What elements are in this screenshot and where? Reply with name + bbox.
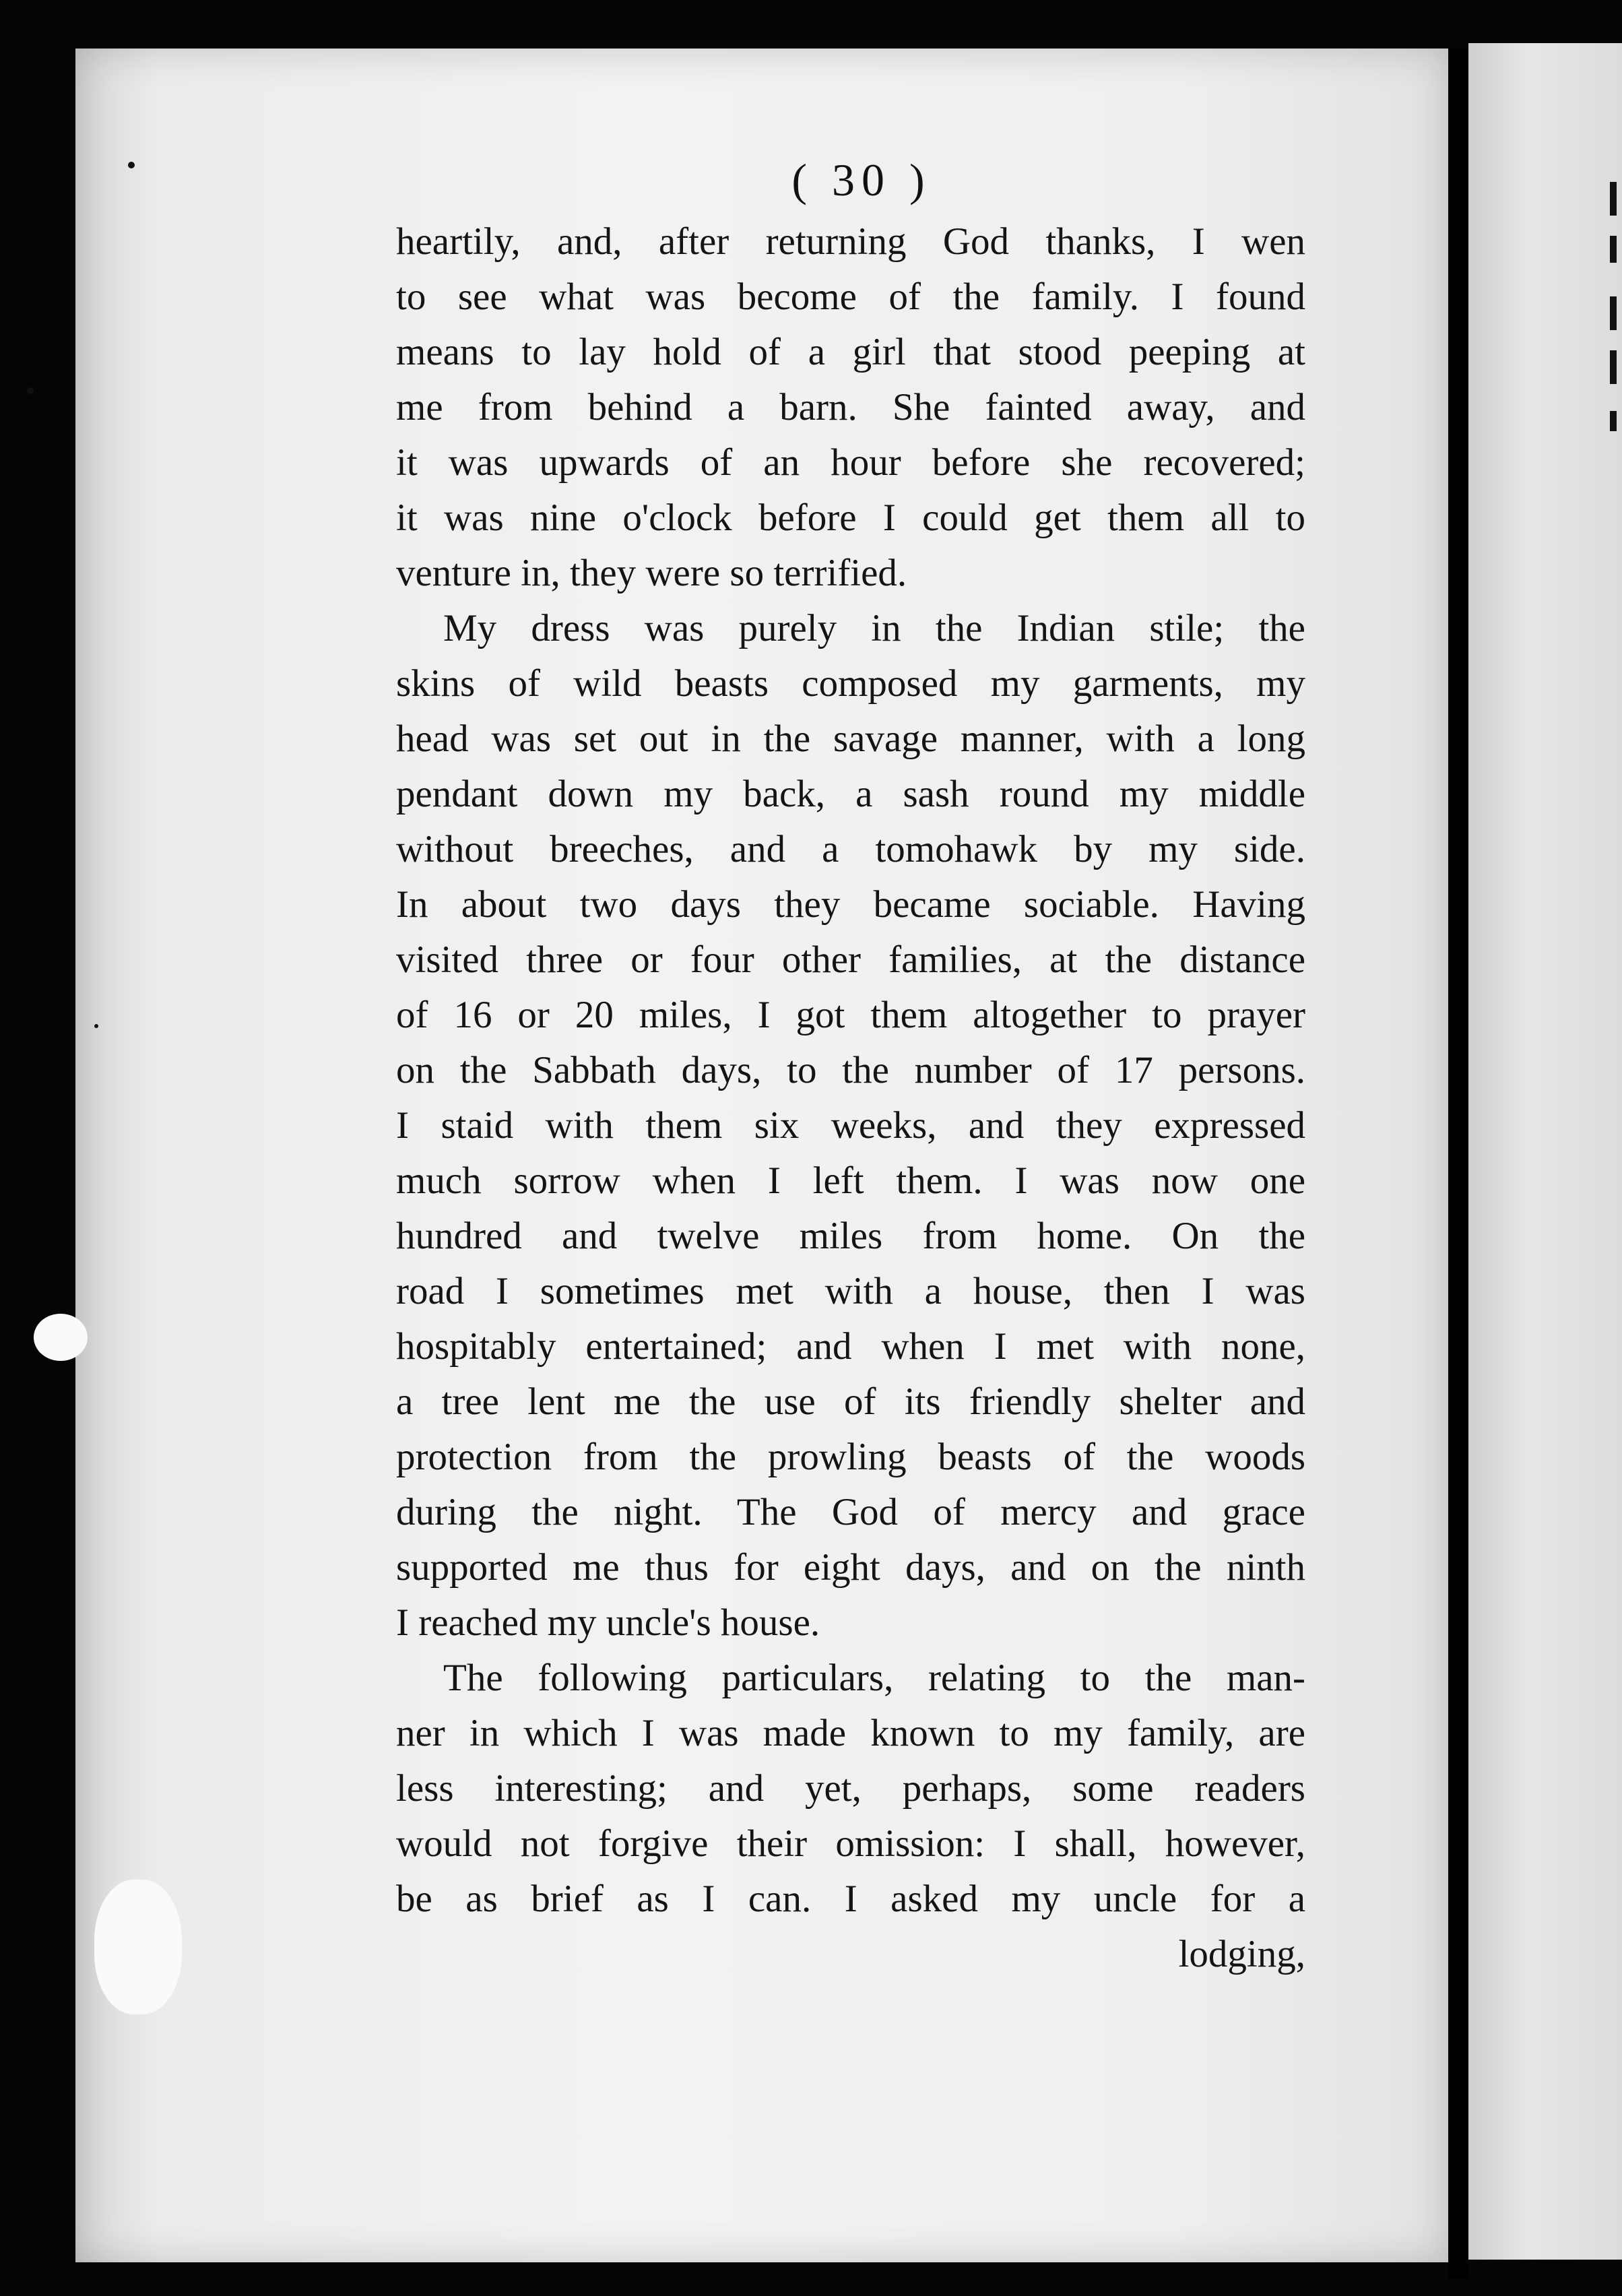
text-line: it was nine o'clock before I could get them all to xyxy=(396,497,1305,539)
text-line: to see what was become of the family. I found xyxy=(396,276,1305,318)
text-line: would not forgive their omission: I shall, however, xyxy=(396,1822,1305,1865)
text-line: supported me thus for eight days, and on the ninth xyxy=(396,1546,1305,1589)
text-line: hundred and twelve miles from home. On the xyxy=(396,1215,1305,1257)
text-line: be as brief as I can. I asked my uncle for a xyxy=(396,1878,1305,1920)
text-line: The following particulars, relating to the man- xyxy=(443,1657,1305,1699)
text-line: My dress was purely in the Indian stile; the xyxy=(443,607,1305,649)
text-line: means to lay hold of a girl that stood peeping at xyxy=(396,331,1305,373)
text-line: I staid with them six weeks, and they expressed xyxy=(396,1104,1305,1147)
speck xyxy=(27,387,34,394)
text-line: protection from the prowling beasts of the woods xyxy=(396,1436,1305,1478)
facing-page-edge xyxy=(1468,43,1622,2260)
text-line: of 16 or 20 miles, I got them altogether to prayer xyxy=(396,994,1305,1036)
text-line: skins of wild beasts composed my garments, my xyxy=(396,662,1305,705)
body-text xyxy=(396,214,1305,1982)
text-line: visited three or four other families, at the distance xyxy=(396,938,1305,981)
text-line: road I sometimes met with a house, then I was xyxy=(396,1270,1305,1312)
paper-damage-spot xyxy=(34,1314,88,1361)
text-line: much sorrow when I left them. I was now one xyxy=(396,1159,1305,1202)
text-line: on the Sabbath days, to the number of 17 persons. xyxy=(396,1049,1305,1091)
text-line: I reached my uncle's house. xyxy=(396,1601,820,1644)
paper-damage-spot xyxy=(94,1880,182,2014)
text-line: a tree lent me the use of its friendly shelter and xyxy=(396,1380,1305,1423)
text-line: without breeches, and a tomohawk by my side. xyxy=(396,828,1305,870)
page-number: ( 30 ) xyxy=(791,154,932,205)
text-line: ner in which I was made known to my family, are xyxy=(396,1712,1305,1754)
catchword: lodging, xyxy=(1178,1933,1305,1975)
text-line: In about two days they became sociable. Having xyxy=(396,883,1305,926)
text-line: me from behind a barn. She fainted away, and xyxy=(396,386,1305,428)
text-line: less interesting; and yet, perhaps, some readers xyxy=(396,1767,1305,1810)
text-line: pendant down my back, a sash round my middle xyxy=(396,773,1305,815)
speck xyxy=(94,1024,98,1028)
text-line: during the night. The God of mercy and grace xyxy=(396,1491,1305,1533)
text-line: venture in, they were so terrified. xyxy=(396,552,907,594)
page-gutter xyxy=(1448,49,1468,2278)
text-line: hospitably entertained; and when I met with none, xyxy=(396,1325,1305,1368)
text-line: head was set out in the savage manner, with a long xyxy=(396,718,1305,760)
text-line: heartily, and, after returning God thanks, I wen xyxy=(396,220,1305,263)
text-line: it was upwards of an hour before she recovered; xyxy=(396,441,1305,484)
